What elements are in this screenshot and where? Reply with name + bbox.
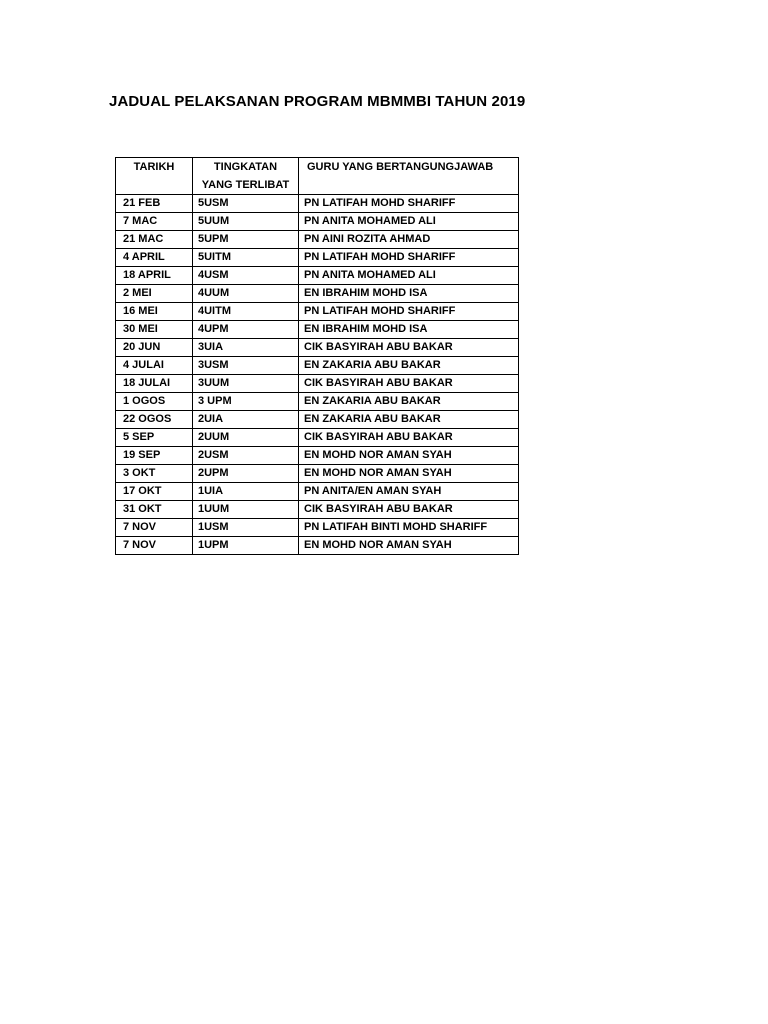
- cell-date: 18 JULAI: [116, 375, 193, 393]
- table-row: [116, 231, 519, 249]
- cell-level: 1UIA: [193, 483, 299, 501]
- table-row: [116, 303, 519, 321]
- cell-level: 4USM: [193, 267, 299, 285]
- table-row: [116, 501, 519, 519]
- cell-level: 3UIA: [193, 339, 299, 357]
- cell-teacher: EN ZAKARIA ABU BAKAR: [299, 393, 519, 411]
- table-row: [116, 447, 519, 465]
- cell-teacher: CIK BASYIRAH ABU BAKAR: [299, 429, 519, 447]
- cell-level: 2UIA: [193, 411, 299, 429]
- cell-level: 1UPM: [193, 537, 299, 555]
- cell-teacher: EN IBRAHIM MOHD ISA: [299, 321, 519, 339]
- cell-teacher: PN LATIFAH MOHD SHARIFF: [299, 195, 519, 213]
- header-date: TARIKH: [116, 158, 193, 195]
- cell-teacher: CIK BASYIRAH ABU BAKAR: [299, 339, 519, 357]
- cell-teacher: EN MOHD NOR AMAN SYAH: [299, 537, 519, 555]
- cell-level: 5USM: [193, 195, 299, 213]
- cell-teacher: PN ANITA MOHAMED ALI: [299, 267, 519, 285]
- table-body: [116, 195, 519, 555]
- table-row: [116, 357, 519, 375]
- cell-date: 17 OKT: [116, 483, 193, 501]
- cell-date: 22 OGOS: [116, 411, 193, 429]
- cell-level: 3USM: [193, 357, 299, 375]
- cell-date: 19 SEP: [116, 447, 193, 465]
- table-row: [116, 375, 519, 393]
- header-level: [193, 158, 299, 195]
- cell-teacher: PN LATIFAH MOHD SHARIFF: [299, 249, 519, 267]
- cell-date: 3 OKT: [116, 465, 193, 483]
- table-row: [116, 195, 519, 213]
- table-row: [116, 339, 519, 357]
- cell-date: 18 APRIL: [116, 267, 193, 285]
- table-row: [116, 483, 519, 501]
- cell-date: 1 OGOS: [116, 393, 193, 411]
- cell-teacher: EN ZAKARIA ABU BAKAR: [299, 411, 519, 429]
- cell-teacher: PN ANITA MOHAMED ALI: [299, 213, 519, 231]
- table-row: [116, 321, 519, 339]
- cell-level: 5UITM: [193, 249, 299, 267]
- table-row: [116, 537, 519, 555]
- cell-teacher: EN IBRAHIM MOHD ISA: [299, 285, 519, 303]
- cell-date: 21 FEB: [116, 195, 193, 213]
- cell-date: 7 MAC: [116, 213, 193, 231]
- table-row: [116, 285, 519, 303]
- table-row: [116, 411, 519, 429]
- cell-teacher: CIK BASYIRAH ABU BAKAR: [299, 501, 519, 519]
- cell-level: 3UUM: [193, 375, 299, 393]
- table-row: [116, 249, 519, 267]
- cell-teacher: EN MOHD NOR AMAN SYAH: [299, 447, 519, 465]
- table-row: [116, 213, 519, 231]
- header-level-line1: TINGKATAN: [213, 161, 278, 173]
- cell-date: 4 APRIL: [116, 249, 193, 267]
- cell-date: 16 MEI: [116, 303, 193, 321]
- cell-level: 1UUM: [193, 501, 299, 519]
- cell-level: 5UUM: [193, 213, 299, 231]
- cell-date: 2 MEI: [116, 285, 193, 303]
- cell-teacher: PN LATIFAH BINTI MOHD SHARIFF: [299, 519, 519, 537]
- cell-level: 4UUM: [193, 285, 299, 303]
- cell-level: 4UPM: [193, 321, 299, 339]
- cell-level: 3 UPM: [193, 393, 299, 411]
- header-row: [116, 158, 519, 195]
- table-row: [116, 465, 519, 483]
- cell-teacher: PN ANITA/EN AMAN SYAH: [299, 483, 519, 501]
- cell-level: 4UITM: [193, 303, 299, 321]
- cell-date: 5 SEP: [116, 429, 193, 447]
- cell-level: 2UPM: [193, 465, 299, 483]
- cell-teacher: CIK BASYIRAH ABU BAKAR: [299, 375, 519, 393]
- table-row: [116, 267, 519, 285]
- header-level-line2: YANG TERLIBAT: [201, 179, 290, 191]
- table-header: [116, 158, 519, 195]
- cell-date: 30 MEI: [116, 321, 193, 339]
- table-row: [116, 519, 519, 537]
- cell-level: 2UUM: [193, 429, 299, 447]
- header-teacher: GURU YANG BERTANGUNGJAWAB: [299, 158, 519, 195]
- cell-date: 20 JUN: [116, 339, 193, 357]
- cell-teacher: PN AINI ROZITA AHMAD: [299, 231, 519, 249]
- cell-teacher: PN LATIFAH MOHD SHARIFF: [299, 303, 519, 321]
- table-row: [116, 393, 519, 411]
- cell-date: 7 NOV: [116, 537, 193, 555]
- cell-level: 5UPM: [193, 231, 299, 249]
- cell-date: 21 MAC: [116, 231, 193, 249]
- cell-date: 31 OKT: [116, 501, 193, 519]
- cell-date: 7 NOV: [116, 519, 193, 537]
- cell-date: 4 JULAI: [116, 357, 193, 375]
- cell-teacher: EN ZAKARIA ABU BAKAR: [299, 357, 519, 375]
- schedule-table: [115, 157, 519, 555]
- cell-teacher: EN MOHD NOR AMAN SYAH: [299, 465, 519, 483]
- cell-level: 2USM: [193, 447, 299, 465]
- cell-level: 1USM: [193, 519, 299, 537]
- table-row: [116, 429, 519, 447]
- page-title: JADUAL PELAKSANAN PROGRAM MBMMBI TAHUN 2019: [109, 93, 526, 110]
